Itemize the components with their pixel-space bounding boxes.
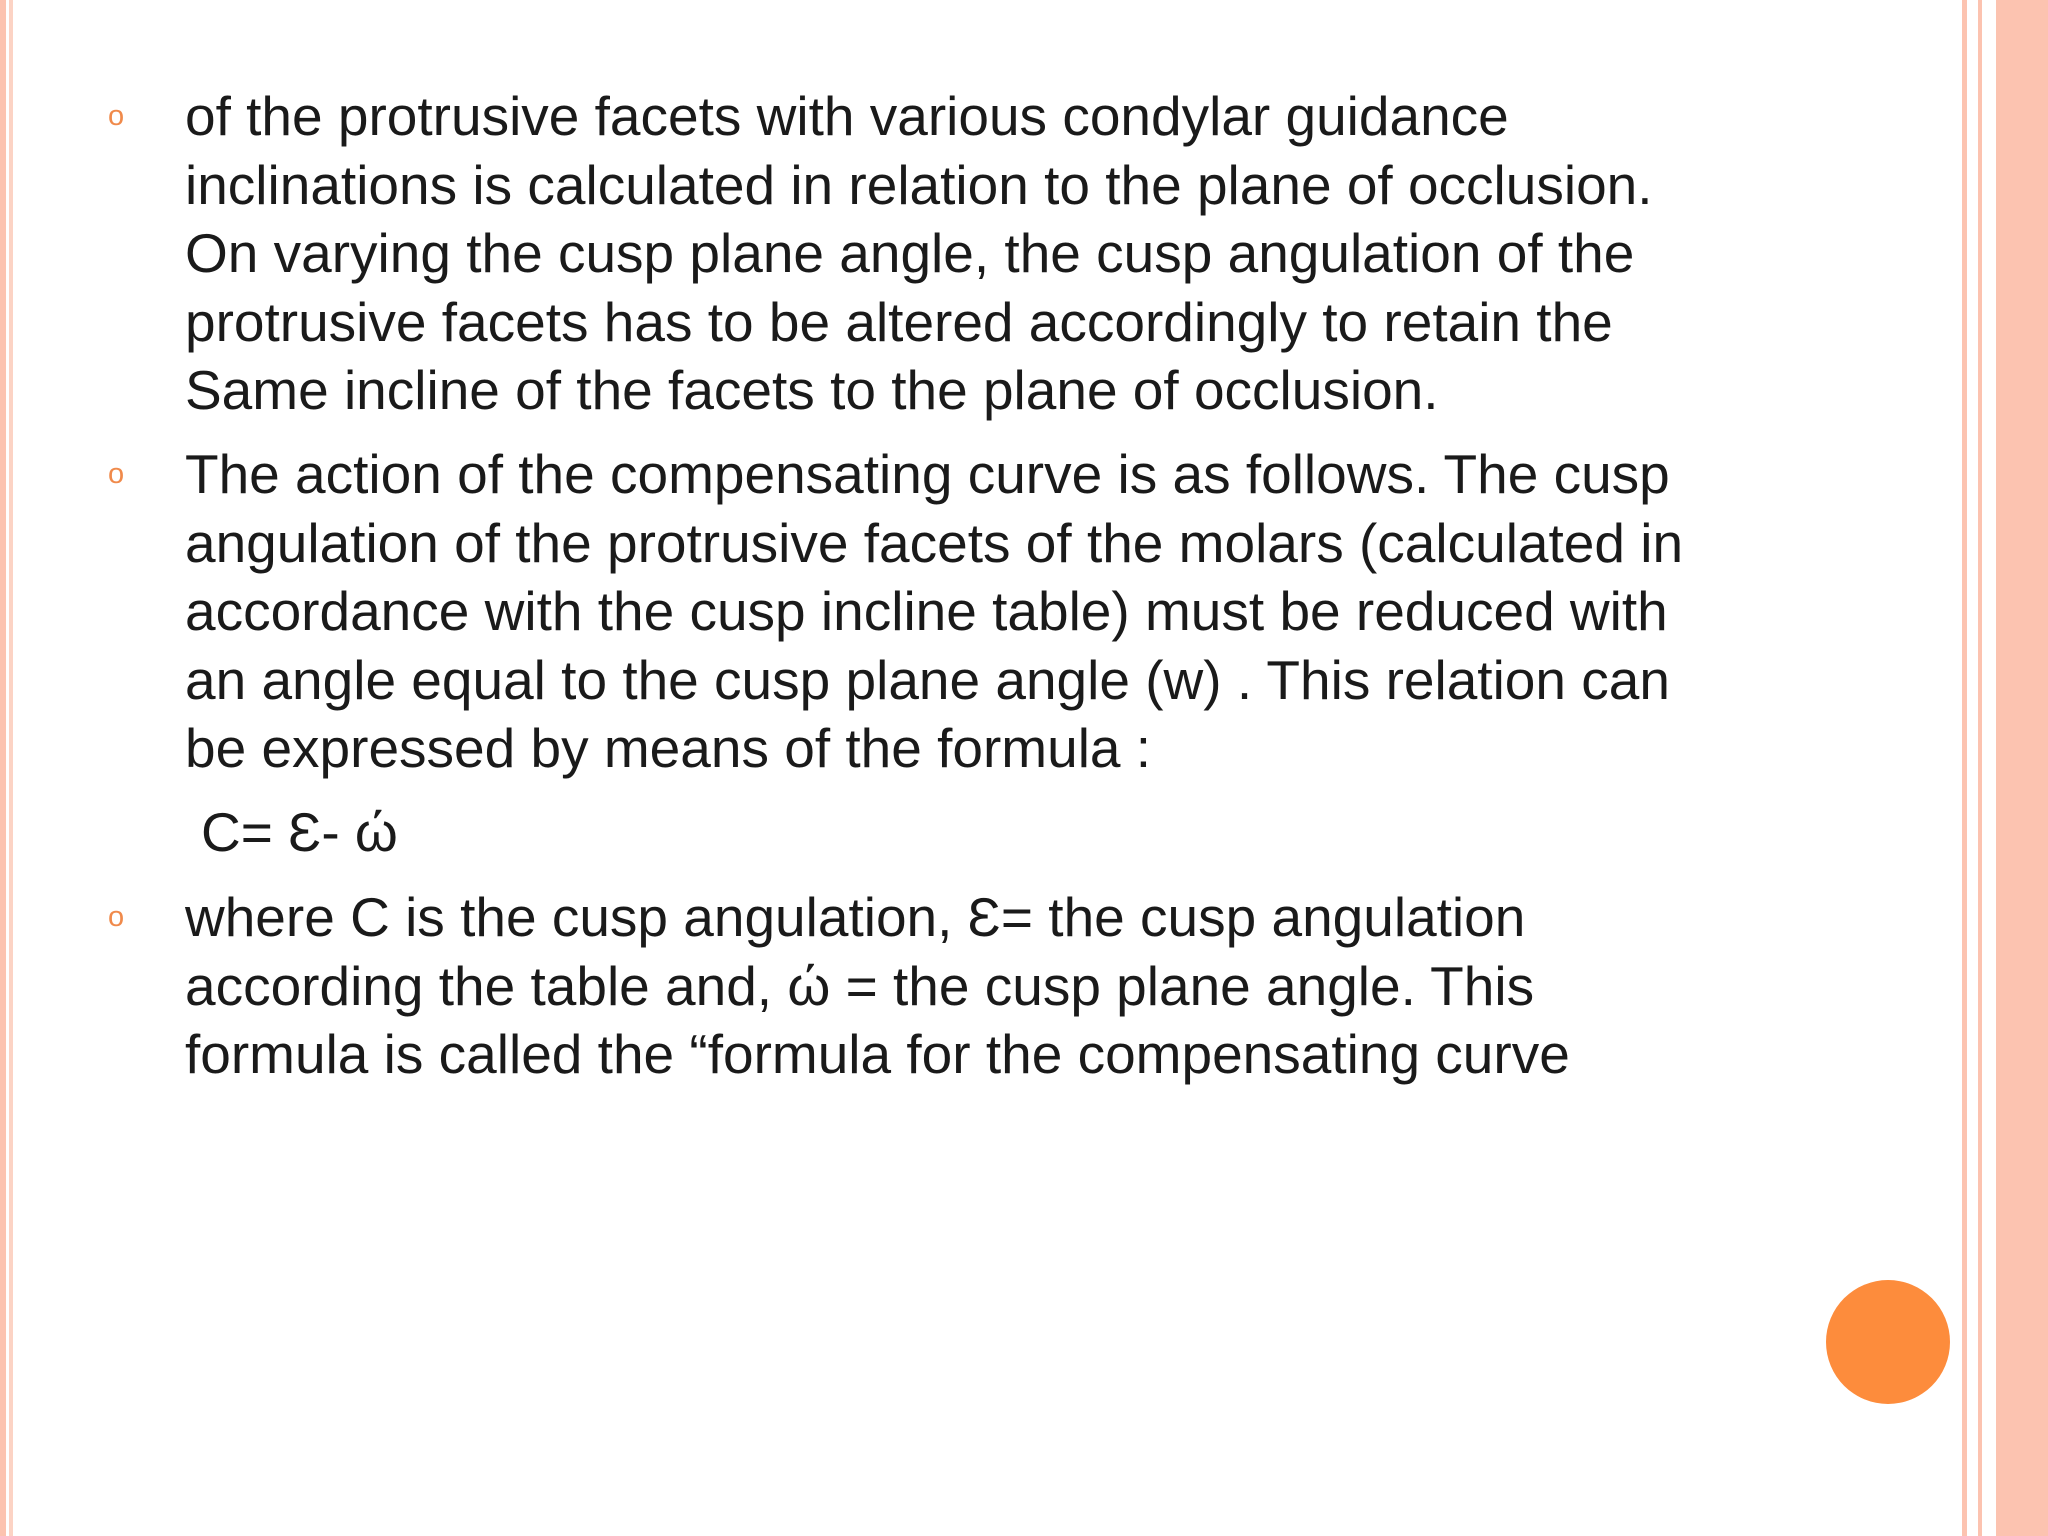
- bullet-text: where C is the cusp angulation, Ɛ= the cusp angulation according the table and, ώ = the cusp plane angle. This formula is called the “formula for the compensating curve: [185, 886, 1570, 1085]
- right-border-stripe-thin-2: [1978, 0, 1982, 1536]
- bullet-marker-icon: o: [108, 458, 125, 490]
- bullet-marker-icon: o: [108, 100, 125, 132]
- bullet-text: of the protrusive facets with various condylar guidance inclinations is calculated in relation to the plane of occlusion. On varying the cusp plane angle, the cusp angulation of the protrusive facets has to be altered accordingly to retain the Same incline of the facets to the plane of occlusion.: [185, 85, 1653, 421]
- right-border-stripe-thin: [1962, 0, 1967, 1536]
- right-border-band: [1996, 0, 2048, 1536]
- bullet-text: The action of the compensating curve is as follows. The cusp angulation of the protrusive facets of the molars (calculated in accordance with the cusp incline table) must be reduced with an angle equal to the cusp plane angle (w) . This relation can be expressed by means of the formula :: [185, 443, 1684, 779]
- bullet-marker-icon: o: [108, 901, 125, 933]
- formula-line: C= Ɛ- ώ: [201, 801, 398, 863]
- orange-circle-button[interactable]: [1826, 1280, 1950, 1404]
